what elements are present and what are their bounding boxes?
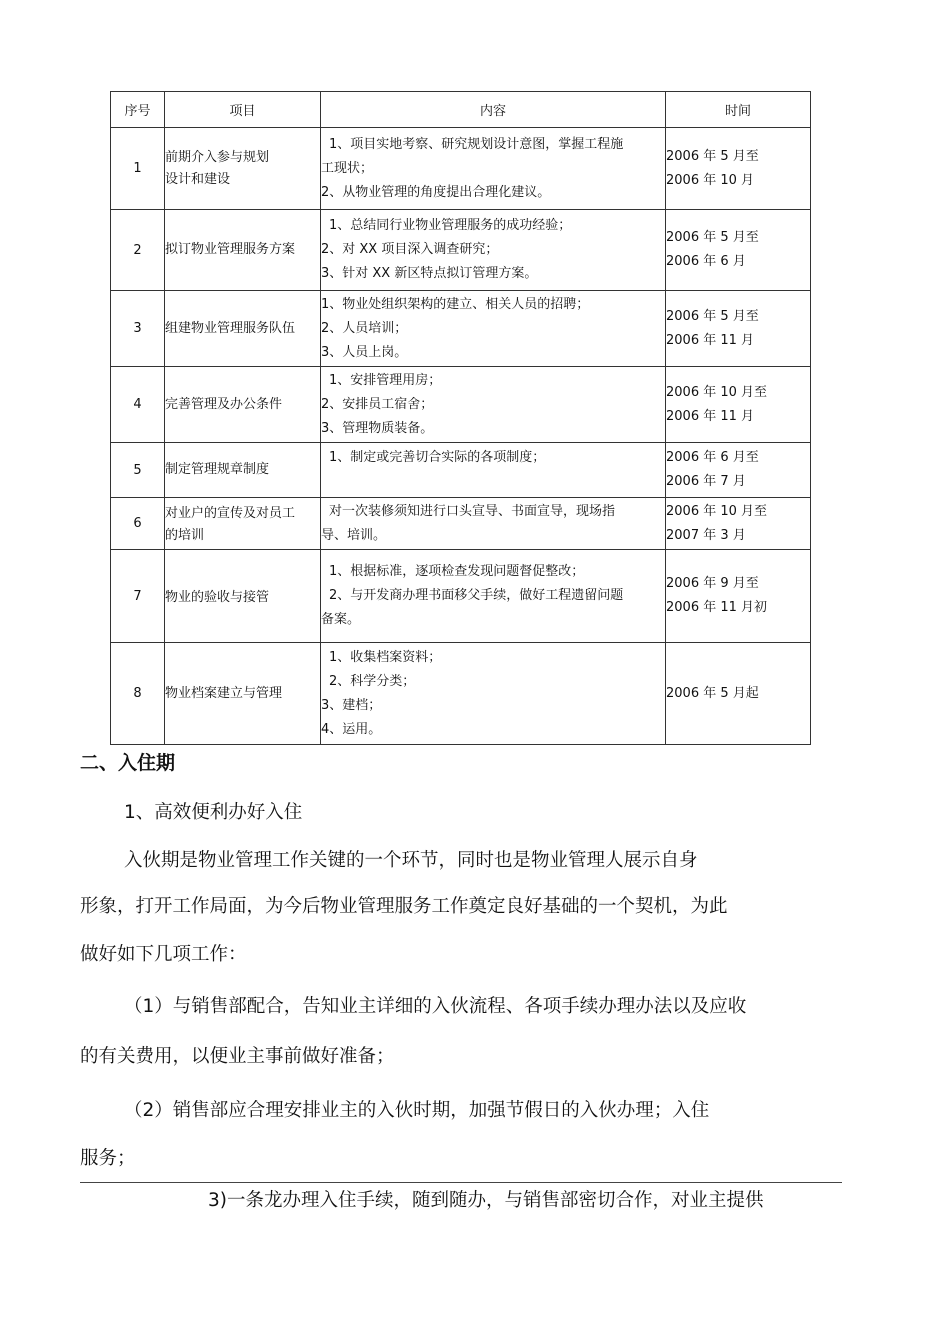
table-header-row <box>111 92 811 128</box>
content-line: 3、人员上岗。 <box>321 344 408 360</box>
row-time <box>666 443 811 498</box>
row-number: 1 <box>111 128 165 210</box>
time-line: 2006 年 11 月 <box>666 408 755 424</box>
row-time <box>666 210 811 291</box>
content-line: 对一次装修须知进行口头宣导、书面宣导，现场指 <box>329 503 616 519</box>
content-line: 3、管理物质装备。 <box>321 420 434 436</box>
row-item <box>165 498 321 550</box>
header-content: 内容 <box>321 92 666 128</box>
row-number: 4 <box>111 367 165 443</box>
row-content <box>321 367 666 443</box>
subheading: 1、高效便利办好入住 <box>124 802 303 823</box>
continued-line: 3)一条龙办理入住手续，随到随办，与销售部密切合作，对业主提供 <box>208 1190 764 1211</box>
item-line: 对业户的宣传及对员工 <box>165 506 296 521</box>
content-line: 2、从物业管理的角度提出合理化建议。 <box>321 184 551 200</box>
paragraph-line: 形象，打开工作局面，为今后物业管理服务工作奠定良好基础的一个契机，为此 <box>80 896 728 917</box>
item-line: 的培训 <box>165 528 205 543</box>
content-line: 1、制定或完善切合实际的各项制度； <box>329 450 546 465</box>
header-item: 项目 <box>165 92 321 128</box>
time-line: 2006 年 6 月至 <box>666 450 759 465</box>
content-line: 2、人员培训； <box>321 320 408 336</box>
row-number: 5 <box>111 443 165 498</box>
time-line: 2006 年 10 月至 <box>666 503 768 519</box>
time-line: 2006 年 5 月起 <box>666 685 759 701</box>
time-line: 2006 年 11 月 <box>666 332 755 348</box>
row-time <box>666 643 811 745</box>
time-line: 2006 年 5 月至 <box>666 230 759 245</box>
time-line: 2006 年 10 月至 <box>666 384 768 400</box>
row-time <box>666 291 811 367</box>
time-line: 2006 年 6 月 <box>666 254 746 269</box>
row-content <box>321 643 666 745</box>
row-content <box>321 443 666 498</box>
item-line: 设计和建设 <box>165 171 231 187</box>
item-line: 物业的验收与接管 <box>165 589 270 605</box>
row-item <box>165 128 321 210</box>
table-row <box>111 550 811 643</box>
header-time: 时间 <box>666 92 811 128</box>
content-line: 1、根据标准，逐项检查发现问题督促整改； <box>329 564 585 579</box>
table-row <box>111 367 811 443</box>
row-item <box>165 443 321 498</box>
paragraph-line: 的有关费用，以便业主事前做好准备； <box>80 1046 395 1067</box>
work-plan-table <box>110 91 811 745</box>
row-number: 3 <box>111 291 165 367</box>
row-content <box>321 291 666 367</box>
item-line: 完善管理及办公条件 <box>165 396 283 412</box>
paragraph-line: （2）销售部应合理安排业主的入伙时期，加强节假日的入伙办理；入住 <box>124 1100 710 1121</box>
content-line: 2、对 XX 项目深入调查研究； <box>321 242 499 257</box>
table-row <box>111 291 811 367</box>
time-line: 2006 年 9 月至 <box>666 576 759 591</box>
paragraph-line: 入伙期是物业管理工作关键的一个环节，同时也是物业管理人展示自身 <box>124 850 698 871</box>
time-line: 2006 年 10 月 <box>666 172 755 188</box>
row-time <box>666 550 811 643</box>
content-line: 4、运用。 <box>321 721 382 737</box>
content-line: 3、建档； <box>321 697 382 713</box>
time-line: 2006 年 5 月至 <box>666 308 759 324</box>
row-content <box>321 210 666 291</box>
section-heading: 二、入住期 <box>80 752 176 774</box>
content-line: 1、物业处组织架构的建立、相关人员的招聘； <box>321 296 590 312</box>
item-line: 拟订物业管理服务方案 <box>165 242 296 257</box>
content-line: 工现状； <box>321 160 374 176</box>
row-item <box>165 550 321 643</box>
paragraph-line: 服务； <box>80 1148 136 1169</box>
row-number: 8 <box>111 643 165 745</box>
content-line: 1、安排管理用房； <box>329 372 442 388</box>
content-line: 2、与开发商办理书面移父手续，做好工程遗留问题 <box>329 588 624 603</box>
content-line: 备案。 <box>321 612 361 627</box>
content-line: 2、安排员工宿舍； <box>321 396 434 412</box>
row-content <box>321 550 666 643</box>
paragraph-line: 做好如下几项工作： <box>80 944 247 965</box>
content-line: 1、收集档案资料； <box>329 649 442 665</box>
table-row <box>111 443 811 498</box>
row-number: 6 <box>111 498 165 550</box>
row-time <box>666 128 811 210</box>
item-line: 组建物业管理服务队伍 <box>165 320 296 336</box>
item-line: 制定管理规章制度 <box>165 462 270 477</box>
time-line: 2007 年 3 月 <box>666 527 746 543</box>
row-time <box>666 367 811 443</box>
table-row <box>111 643 811 745</box>
content-line: 3、针对 XX 新区特点拟订管理方案。 <box>321 266 538 281</box>
row-content <box>321 498 666 550</box>
time-line: 2006 年 11 月初 <box>666 600 768 615</box>
row-item <box>165 210 321 291</box>
row-number: 7 <box>111 550 165 643</box>
row-content <box>321 128 666 210</box>
time-line: 2006 年 7 月 <box>666 474 746 489</box>
content-line: 2、科学分类； <box>329 673 416 689</box>
row-time <box>666 498 811 550</box>
paragraph-line: （1）与销售部配合，告知业主详细的入伙流程、各项手续办理办法以及应收 <box>124 996 747 1017</box>
table-row <box>111 210 811 291</box>
item-line: 物业档案建立与管理 <box>165 685 283 701</box>
header-no: 序号 <box>111 92 165 128</box>
time-line: 2006 年 5 月至 <box>666 148 759 164</box>
row-number: 2 <box>111 210 165 291</box>
row-item <box>165 643 321 745</box>
row-item <box>165 367 321 443</box>
content-line: 导、培训。 <box>321 527 387 543</box>
table-row <box>111 498 811 550</box>
item-line: 前期介入参与规划 <box>165 149 270 165</box>
content-line: 1、总结同行业物业管理服务的成功经验； <box>329 218 572 233</box>
content-line: 1、项目实地考察、研究规划设计意图，掌握工程施 <box>329 136 624 152</box>
page-divider <box>80 1182 842 1183</box>
row-item <box>165 291 321 367</box>
table-row <box>111 128 811 210</box>
